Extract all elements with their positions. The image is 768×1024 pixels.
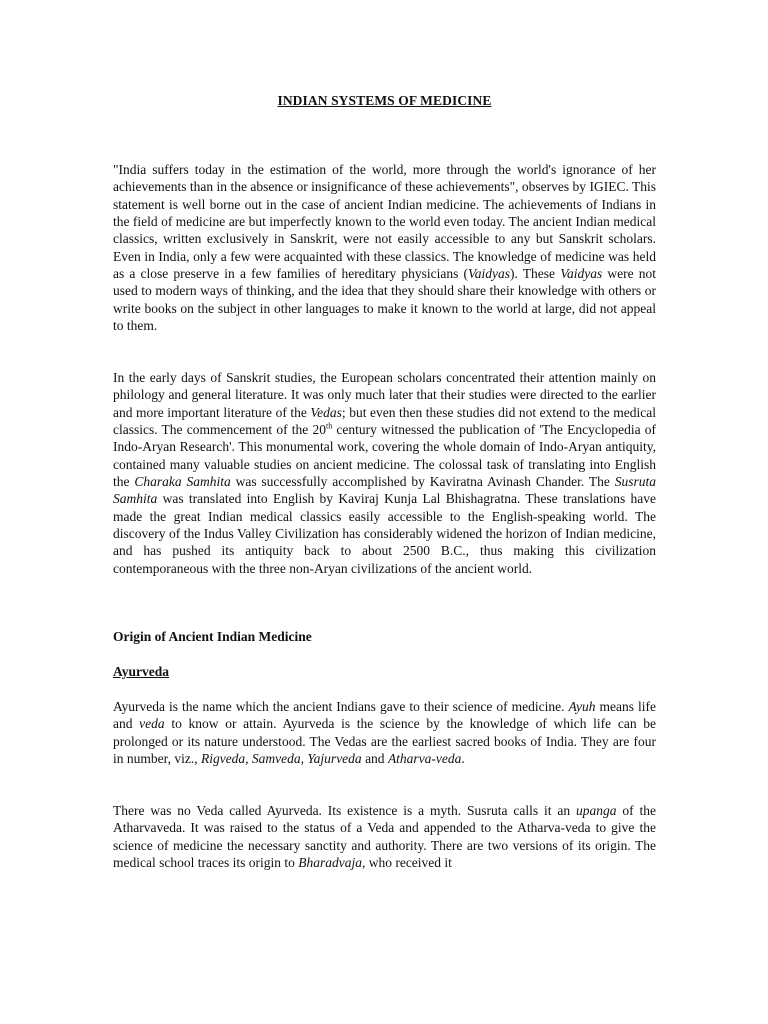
paragraph-2 bbox=[113, 369, 656, 577]
p1-italic-1: Vaidyas bbox=[468, 266, 511, 282]
p3-italic-2: veda bbox=[139, 716, 165, 732]
p4-text-1: There was no Veda called Ayurveda. Its existence is a myth. Susruta calls it an bbox=[113, 803, 576, 818]
p3-italic-4: Atharva-veda bbox=[387, 751, 462, 767]
p3-italic-3: Rigveda, Samveda, Yajurveda bbox=[200, 751, 362, 767]
p3-text-5: . bbox=[461, 751, 465, 767]
section-heading-ayurveda: Ayurveda bbox=[113, 664, 169, 679]
document-title: INDIAN SYSTEMS OF MEDICINE bbox=[277, 93, 492, 108]
section-heading-origin: Origin of Ancient Indian Medicine bbox=[113, 629, 312, 644]
p2-superscript: th bbox=[325, 421, 333, 431]
p1-text-1: "India suffers today in the estimation of the world, more through the world's ignorance of her achievements than in the absence or insignificance of these achievements", observes by IGIEC. This statement is well borne out in the case of ancient Indian medicine. The achievements of Indians in the field of medicine are but imperfectly known to the world even today. The ancient Indian medical classics, written exclusively in Sanskrit, were not easily accessible to any but Sanskrit scholars. Even in India, only a few were acquainted with these classics. The knowledge of medicine was held as a close preserve in a few families of hereditary physicians ( bbox=[113, 162, 656, 282]
p2-text-2: ; but even then these studies did not extend to the medical classics. The commencement of the 20 bbox=[113, 404, 656, 438]
p3-text-1: Ayurveda is the name which the ancient Indians gave to their science of medicine. bbox=[113, 699, 569, 714]
paragraph-3 bbox=[113, 698, 656, 767]
p2-text-5: was translated into English by Kaviraj Kunja Lal Bhishagratna. These translations have made the great Indian medical classics easily accessible to the English-speaking world. The discovery of the Indus Valley Civilization has considerably widened the horizon of Indian medicine, and has pushed its antiquity back to about 2500 B.C., thus making this civilization contemporaneous with the three non-Aryan civilizations of the ancient world. bbox=[113, 491, 656, 576]
p2-italic-3: Susruta Samhita bbox=[113, 474, 656, 507]
p1-italic-2: Vaidyas bbox=[560, 266, 603, 282]
paragraph-4 bbox=[113, 802, 656, 871]
p2-italic-2: Charaka Samhita bbox=[134, 474, 231, 490]
p4-italic-1: upanga bbox=[576, 803, 617, 818]
p3-text-3: to know or attain. Ayurveda is the science by the knowledge of which life can be prolonged or its nature understood. The Vedas are the earliest sacred books of India. They are four in number, viz., bbox=[113, 716, 656, 767]
p1-text-2: ). These bbox=[510, 266, 561, 282]
p3-text-2: means life and bbox=[113, 699, 656, 732]
p4-text-2: of the Atharvaveda. It was raised to the status of a Veda and appended to the Atharva-veda to give the science of medicine the necessary sanctity and authority. There are two versions of its origin. The medical school traces its origin to bbox=[113, 803, 656, 871]
p4-text-3: , who received it bbox=[361, 855, 452, 871]
p1-text-3: were not used to modern ways of thinking, and the idea that they should share their knowledge with others or write books on the subject in other languages to make it known to the world at large, did not appeal to them. bbox=[113, 266, 656, 334]
p3-italic-1: Ayuh bbox=[568, 699, 596, 714]
paragraph-1 bbox=[113, 161, 656, 334]
p2-text-4: was successfully accomplished by Kaviratna Avinash Chander. The bbox=[230, 474, 615, 490]
p2-italic-1: Vedas bbox=[310, 404, 342, 420]
p3-text-4: and bbox=[361, 751, 388, 767]
p2-text-3: century witnessed the publication of 'The Encyclopedia of Indo-Aryan Research'. This monumental work, covering the whole domain of Indo-Aryan antiquity, contained many valuable studies on ancient medicine. The colossal task of translating into English the bbox=[113, 422, 656, 490]
p2-text-1: In the early days of Sanskrit studies, the European scholars concentrated their attention mainly on philology and general literature. It was only much later that their studies were directed to the earlier and more important literature of the bbox=[113, 370, 656, 420]
p4-italic-2: Bharadvaja bbox=[298, 855, 362, 871]
